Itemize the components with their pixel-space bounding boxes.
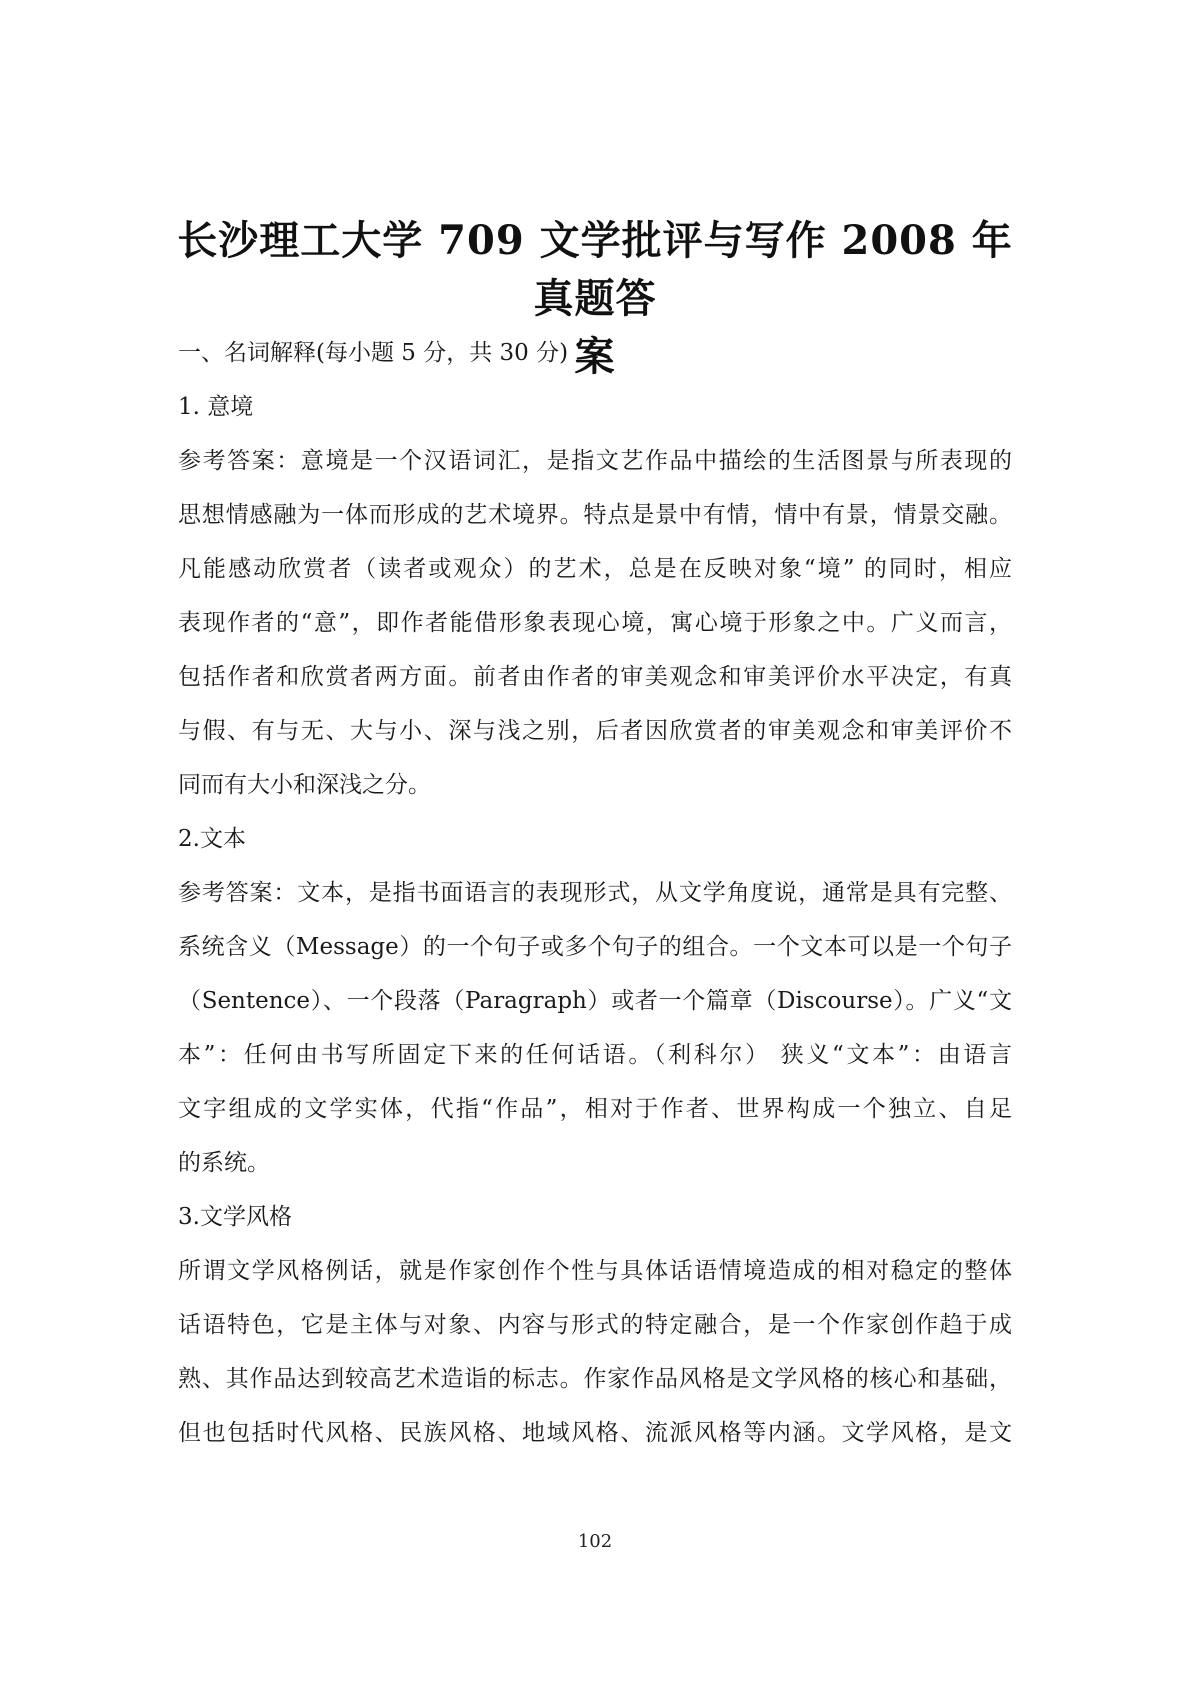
text-line: 3.文学风格 xyxy=(178,1204,292,1230)
text-line: 思想情感融为一体而形成的艺术境界。特点是景中有情，情中有景，情景交融。 xyxy=(178,502,1012,528)
text-line: 所谓文学风格例话，就是作家创作个性与具体话语情境造成的相对稳定的整体 xyxy=(178,1258,1012,1284)
text-line: 2.文本 xyxy=(178,826,246,852)
text-line: 参考答案：文本，是指书面语言的表现形式，从文学角度说，通常是具有完整、 xyxy=(178,880,1012,906)
text-line: 凡能感动欣赏者（读者或观众）的艺术，总是在反映对象“境” 的同时，相应 xyxy=(178,556,1012,582)
text-line: 同而有大小和深浅之分。 xyxy=(178,772,431,798)
text-line: 话语特色，它是主体与对象、内容与形式的特定融合，是一个作家创作趋于成 xyxy=(178,1312,1012,1338)
page-number: 102 xyxy=(577,1531,613,1552)
text-line: （Sentence）、一个段落（Paragraph）或者一个篇章（Discourse）。广义“文 xyxy=(178,988,1012,1014)
text-line: 与假、有与无、大与小、深与浅之别，后者因欣赏者的审美观念和审美评价不 xyxy=(178,718,1012,744)
text-line: 的系统。 xyxy=(178,1150,270,1176)
text-line: 本”：任何由书写所固定下来的任何话语。（利科尔） 狭义“文本”：由语言 xyxy=(178,1042,1012,1068)
text-line: 熟、其作品达到较高艺术造诣的标志。作家作品风格是文学风格的核心和基础， xyxy=(178,1366,1012,1392)
text-line: 一、名词解释(每小题 5 分，共 30 分) xyxy=(178,340,569,366)
text-line: 文字组成的文学实体，代指“作品”，相对于作者、世界构成一个独立、自足 xyxy=(178,1096,1012,1122)
document-title-line-2: 案 xyxy=(574,333,616,380)
text-line: 表现作者的“意”，即作者能借形象表现心境，寓心境于形象之中。广义而言， xyxy=(178,610,1012,636)
document-title-line-1: 长沙理工大学 709 文学批评与写作 2008 年真题答 xyxy=(177,217,1013,322)
text-line: 但也包括时代风格、民族风格、地域风格、流派风格等内涵。文学风格，是文 xyxy=(178,1420,1012,1446)
text-line: 1. 意境 xyxy=(178,394,254,420)
text-line: 系统含义（Message）的一个句子或多个句子的组合。一个文本可以是一个句子 xyxy=(178,934,1012,960)
document-body xyxy=(178,326,1012,1460)
text-line: 包括作者和欣赏者两方面。前者由作者的审美观念和审美评价水平决定，有真 xyxy=(178,664,1012,690)
text-line: 参考答案：意境是一个汉语词汇，是指文艺作品中描绘的生活图景与所表现的 xyxy=(178,448,1012,474)
